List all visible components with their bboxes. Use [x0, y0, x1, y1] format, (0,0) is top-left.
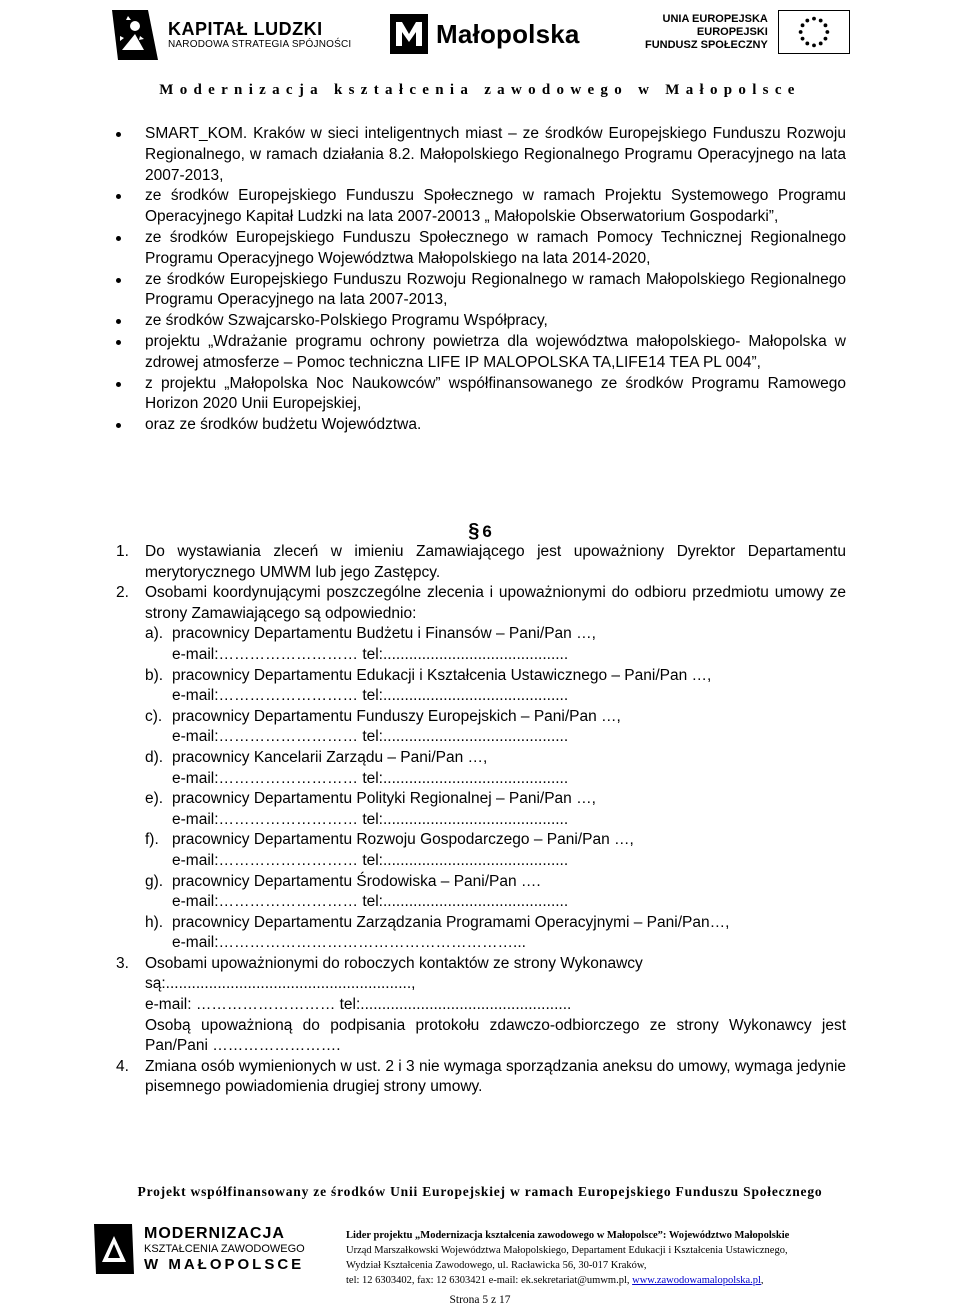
list-item: oraz ze środków budżetu Województwa.	[0, 415, 960, 436]
point-1	[0, 542, 960, 583]
contact-line: e-mail:……………………… tel:...........................................	[172, 645, 569, 663]
running-title: Modernizacja kształcenia zawodowego w Małopolsce	[159, 82, 801, 98]
eu-logo-line3: FUNDUSZ SPOŁECZNY	[645, 38, 768, 51]
bullet-icon	[116, 278, 121, 283]
list-item: z projektu „Małopolska Noc Naukowców” współfinansowanego ze środków Programu Ramowego Horizon 2020 Unii Europejskiej,	[0, 374, 960, 416]
kapital-ludzki-emblem	[108, 6, 162, 64]
website-link[interactable]: www.zawodowamalopolska.pl	[632, 1275, 761, 1286]
kapital-ludzki-subtitle: NARODOWA STRATEGIA SPÓJNOŚCI	[168, 39, 352, 50]
bullet-icon	[116, 236, 121, 241]
contact-line: e-mail:……………………… tel:...........................................	[172, 728, 569, 746]
contact-line: e-mail:……………………… tel:...........................................	[172, 687, 569, 705]
footer-contact-line: tel: 12 6303402, fax: 12 6303421 e-mail: ek.sekretariat@umwm.pl, www.zawodowamalopolska.pl,	[346, 1275, 764, 1286]
cofinance-note: Projekt współfinansowany ze środków Unii Europejskiej w ramach Europejskiego Funduszu Społecznego	[137, 1184, 823, 1199]
malopolska-wordmark: Małopolska	[436, 18, 580, 49]
list-item: projektu „Wdrażanie programu ochrony powietrza dla województwa małopolskiego- Małopolska w zdrowej atmosferze – Pomoc techniczna LIFE IP MALOPOLSKA TA,LIFE14 TEA PL 004”,	[0, 332, 960, 374]
point-2	[0, 583, 960, 954]
page-header	[0, 0, 960, 110]
eu-logo-line2: EUROPEJSKI	[696, 25, 768, 38]
contact-line: e-mail: ……………………… tel:.................................................	[145, 996, 572, 1014]
modernizacja-emblem	[92, 1222, 136, 1276]
subpoint-d: d). pracownicy Kancelarii Zarządu – Pani/Pan …, e-mail:……………………… tel:...........................................	[145, 748, 846, 789]
point-text: są:.........................................................,	[145, 975, 416, 993]
list-item: SMART_KOM. Kraków w sieci inteligentnych miast – ze środków Europejskiego Funduszu Rozwoju Regionalnego, w ramach działania 8.2. Małopolskiego Regionalnego Programu Operacyjnego na lata 2007-2013,	[0, 124, 960, 186]
footer-logo-line2: KSZTAŁCENIA ZAWODOWEGO	[144, 1242, 305, 1255]
point-number: 4.	[116, 1057, 129, 1075]
eu-esf-logo	[645, 10, 850, 54]
bullet-icon	[116, 423, 121, 428]
malopolska-logo	[390, 14, 580, 54]
point-text: Osobami upoważnionymi do roboczych kontaktów ze strony Wykonawcy	[145, 954, 643, 972]
kapital-ludzki-title: KAPITAŁ LUDZKI	[168, 19, 323, 39]
point-number: 2.	[116, 584, 129, 602]
subpoint-b: b). pracownicy Departamentu Edukacji i Kształcenia Ustawicznego – Pani/Pan …, e-mail:……………………… tel:...........................................	[145, 666, 846, 707]
point-3	[0, 954, 960, 1057]
point-4	[0, 1057, 960, 1098]
section-heading	[0, 520, 960, 543]
subpoint-e: e). pracownicy Departamentu Polityki Regionalnej – Pani/Pan …, e-mail:……………………… tel:...........................................	[145, 789, 846, 830]
contact-line: e-mail:……………………… tel:...........................................	[172, 893, 569, 911]
bullet-icon	[116, 319, 121, 324]
subpoint-c: c). pracownicy Departamentu Funduszy Europejskich – Pani/Pan …, e-mail:……………………… tel:...........................................	[145, 707, 846, 748]
footer-contact	[346, 1228, 866, 1288]
subpoint-g: g). pracownicy Departamentu Środowiska – Pani/Pan …. e-mail:……………………… tel:...........................................	[145, 872, 846, 913]
footer-logo-line1: MODERNIZACJA	[144, 1224, 285, 1242]
point-text: Osobą upoważnioną do podpisania protokołu zdawczo-odbiorczego ze strony Wykonawcy jest Pan/Pani …………………….	[145, 1016, 846, 1055]
footer-logo-line3: W MAŁOPOLSCE	[144, 1255, 305, 1273]
section-points	[0, 542, 960, 1098]
contact-line: e-mail:…………………………………………………...	[172, 934, 526, 952]
footer-address-line: Urząd Marszałkowski Województwa Małopolskiego, Departament Edukacji i Kształcenia Ustawicznego,	[346, 1245, 788, 1256]
point-number: 3.	[116, 954, 129, 972]
list-item: ze środków Europejskiego Funduszu Społecznego w ramach Projektu Systemowego Programu Operacyjnego Kapitał Ludzki na lata 2007-20013 „ Małopolskie Obserwatorium Gospodarki”,	[0, 186, 960, 228]
point-text: Zmiana osób wymienionych w ust. 2 i 3 nie wymaga sporządzania aneksu do umowy, wymaga jedynie pisemnego powiadomienia drugiej strony umowy.	[145, 1057, 847, 1096]
contact-line: e-mail:……………………… tel:...........................................	[172, 810, 569, 828]
bullet-icon	[116, 340, 121, 345]
subpoint-h: h). pracownicy Departamentu Zarządzania Programami Operacyjnymi – Pani/Pan…, e-mail:…………………………………………………...	[145, 913, 846, 954]
eu-flag-icon	[778, 10, 850, 54]
eu-logo-line1: UNIA EUROPEJSKA	[662, 12, 768, 25]
footer-address-line: Wydział Kształcenia Zawodowego, ul. Racławicka 56, 30-017 Kraków,	[346, 1260, 647, 1271]
bullet-icon	[116, 132, 121, 137]
funding-sources	[0, 124, 960, 436]
bullet-icon	[116, 382, 121, 387]
list-item: ze środków Europejskiego Funduszu Rozwoju Regionalnego w ramach Małopolskiego Regionalnego Programu Operacyjnego na lata 2007-2013,	[0, 270, 960, 312]
section-symbol: §	[468, 520, 480, 542]
kapital-ludzki-logo	[108, 6, 351, 64]
contact-line: e-mail:……………………… tel:...........................................	[172, 851, 569, 869]
point-text: Osobami koordynującymi poszczególne zlecenia i upoważnionymi do odbioru przedmiotu umowy ze strony Zamawiającego są odpowiednio:	[145, 584, 846, 622]
list-item: ze środków Europejskiego Funduszu Społecznego w ramach Pomocy Technicznej Regionalnego Programu Operacyjnego Województwa Małopolskiego na lata 2014-2020,	[0, 228, 960, 270]
subpoint-f: f). pracownicy Departamentu Rozwoju Gospodarczego – Pani/Pan …, e-mail:……………………… tel:...........................................	[145, 830, 846, 871]
page-number: Strona 5 z 17	[449, 1294, 511, 1306]
list-item: ze środków Szwajcarsko-Polskiego Programu Współpracy,	[0, 311, 960, 332]
section-number: 6	[482, 522, 492, 541]
modernizacja-logo	[92, 1222, 305, 1276]
point-text: Do wystawiania zleceń w imieniu Zamawiającego jest upoważniony Dyrektor Departamentu merytorycznego UMWM lub jego Zastępcy.	[145, 543, 846, 581]
subpoint-a: a). pracownicy Departamentu Budżetu i Finansów – Pani/Pan …, e-mail:……………………… tel:...........................................	[145, 624, 846, 665]
contact-line: e-mail:……………………… tel:...........................................	[172, 769, 569, 787]
bullet-list	[0, 124, 960, 436]
point-number: 1.	[116, 543, 129, 560]
bullet-icon	[116, 194, 121, 199]
project-leader: Lider projektu „Modernizacja kształcenia zawodowego w Małopolsce”: Województwo Małopolskie	[346, 1230, 790, 1241]
malopolska-emblem	[390, 14, 428, 54]
